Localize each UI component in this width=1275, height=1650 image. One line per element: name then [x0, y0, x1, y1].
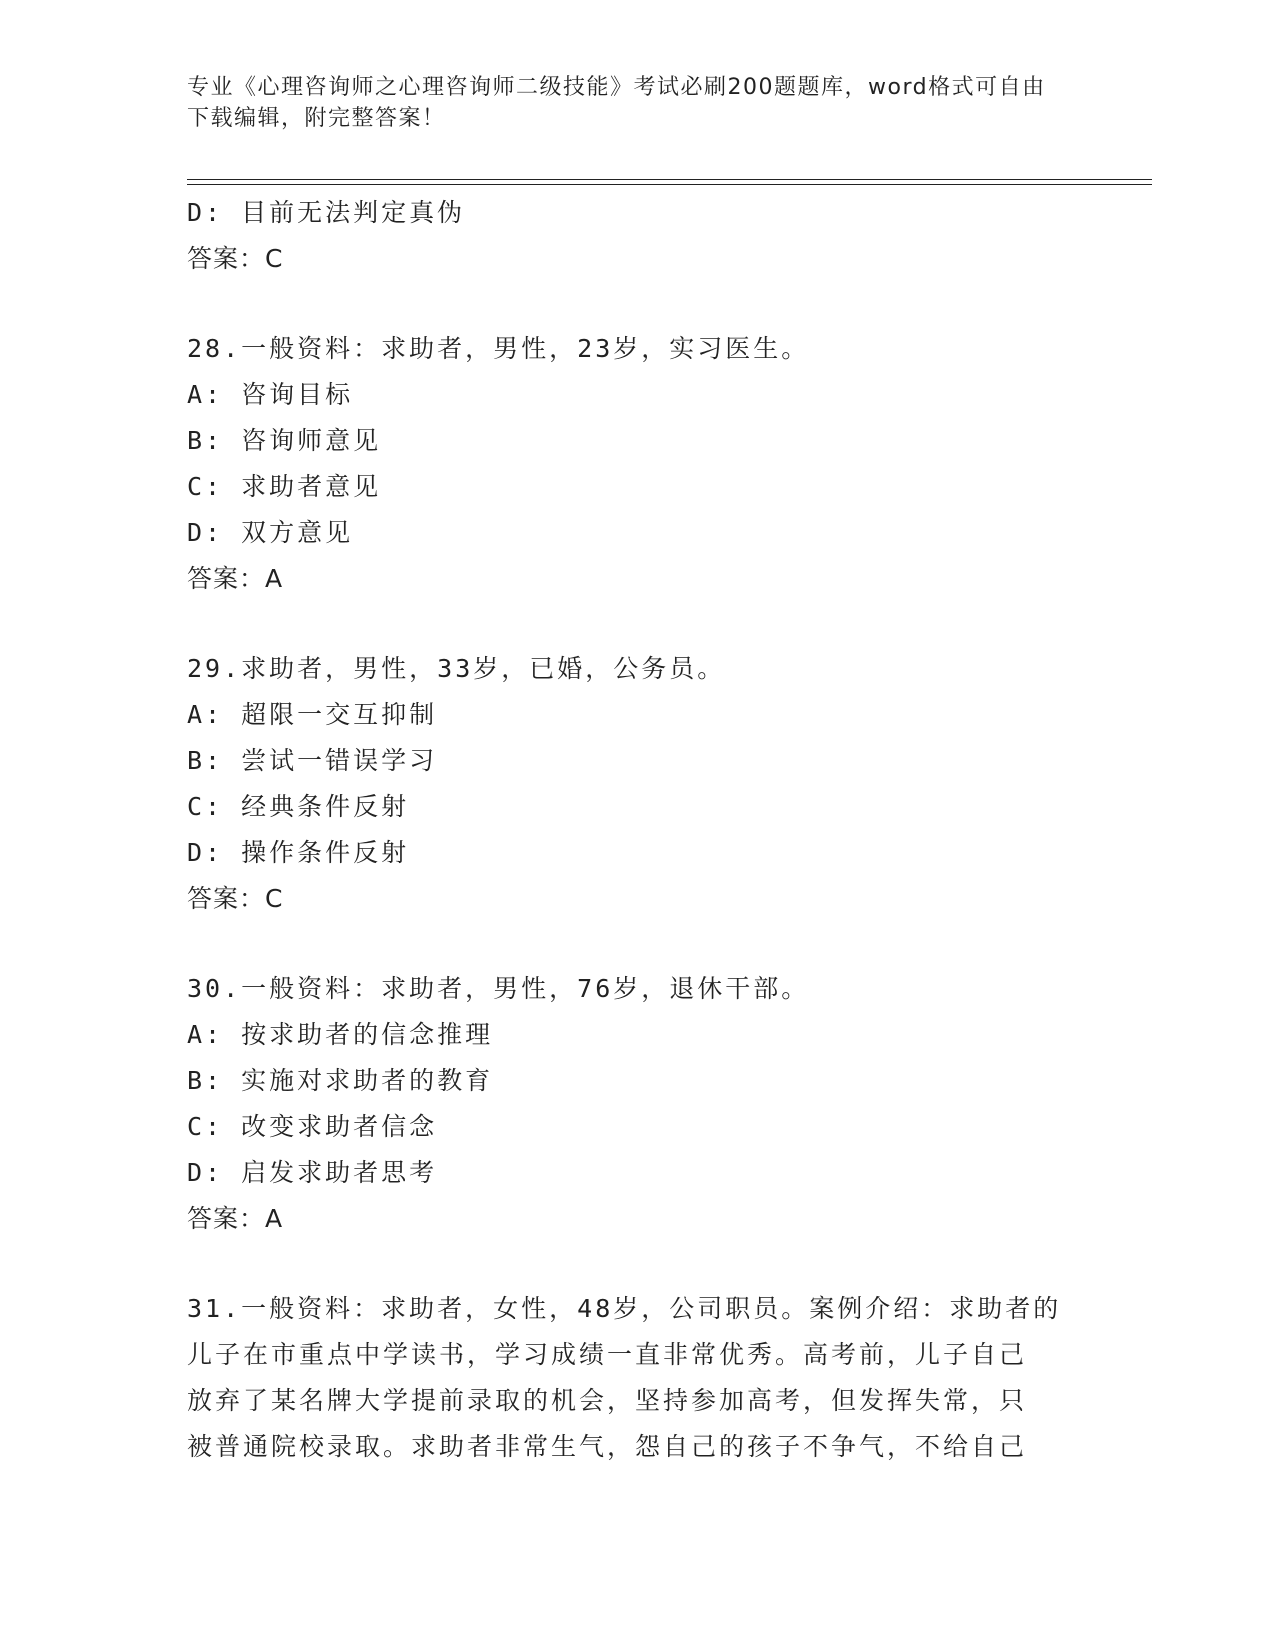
question-stem: 28.一般资料：求助者，男性，23岁，实习医生。: [187, 334, 810, 363]
question-text-line: 儿子在市重点中学读书，学习成绩一直非常优秀。高考前，儿子自己: [187, 1340, 1028, 1369]
spacer: [187, 282, 1087, 326]
question-text-line: 31.一般资料：求助者，女性，48岁，公司职员。案例介绍：求助者的: [187, 1294, 1062, 1323]
spacer: [187, 922, 1087, 966]
option-b: B: 尝试一错误学习: [187, 746, 438, 775]
option-c: C: 求助者意见: [187, 472, 382, 501]
question-stem: 29.求助者，男性，33岁，已婚，公务员。: [187, 654, 726, 683]
question-stem: 30.一般资料：求助者，男性，76岁，退休干部。: [187, 974, 810, 1003]
question-text-line: 被普通院校录取。求助者非常生气，怨自己的孩子不争气，不给自己: [187, 1432, 1028, 1461]
spacer: [187, 1242, 1087, 1286]
option-d: D: 启发求助者思考: [187, 1158, 438, 1187]
option-d: D: 双方意见: [187, 518, 354, 547]
answer-line: 答案：A: [187, 1204, 284, 1233]
question-text-line: 放弃了某名牌大学提前录取的机会，坚持参加高考，但发挥失常，只: [187, 1386, 1028, 1415]
header-rule-bottom: [187, 184, 1152, 185]
document-header: 专业《心理咨询师之心理咨询师二级技能》考试必刷200题题库，word格式可自由下载编辑，附完整答案！: [187, 75, 1046, 131]
spacer: [187, 602, 1087, 646]
document-body: [187, 190, 1087, 1470]
option-d: D: 目前无法判定真伪: [187, 198, 466, 227]
option-c: C: 改变求助者信念: [187, 1112, 438, 1141]
option-a: A: 咨询目标: [187, 380, 354, 409]
option-c: C: 经典条件反射: [187, 792, 410, 821]
option-d: D: 操作条件反射: [187, 838, 410, 867]
header-rule-top: [187, 179, 1152, 180]
option-b: B: 实施对求助者的教育: [187, 1066, 494, 1095]
option-a: A: 超限一交互抑制: [187, 700, 438, 729]
answer-line: 答案：C: [187, 244, 284, 273]
option-b: B: 咨询师意见: [187, 426, 382, 455]
option-a: A: 按求助者的信念推理: [187, 1020, 494, 1049]
answer-line: 答案：C: [187, 884, 284, 913]
answer-line: 答案：A: [187, 564, 284, 593]
